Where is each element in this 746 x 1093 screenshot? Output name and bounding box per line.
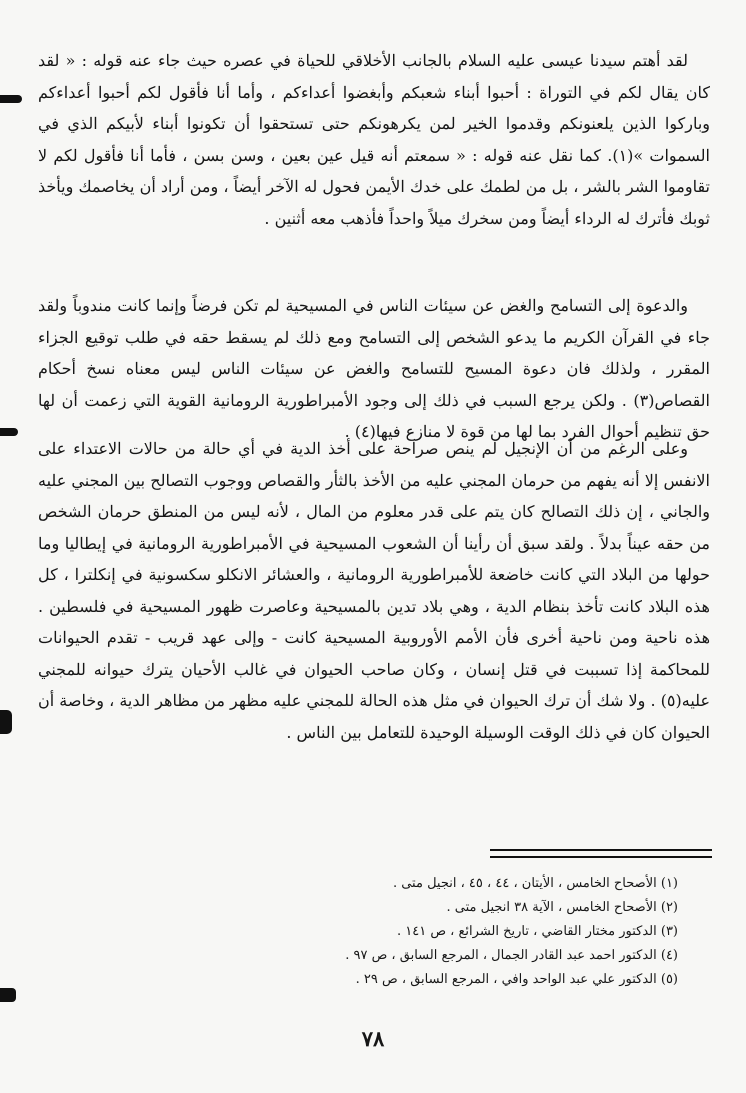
margin-mark bbox=[0, 428, 18, 436]
footnote: (١) الأصحاح الخامس ، الأيتان ، ٤٤ ، ٤٥ ، انجيل متى . bbox=[392, 876, 678, 891]
footnote: (٤) الدكتور احمد عبد القادر الجمال ، المرجع السابق ، ص ٩٧ . bbox=[345, 948, 678, 963]
body-paragraph-block bbox=[38, 433, 710, 748]
body-paragraph: وعلى الرغم من أن الإنجيل لم ينص صراحة على أخذ الدية في أي حالة من حالات الاعتداء على الانفس إلا أنه يفهم من حرمان المجني عليه من الأخذ بالثأر والقصاص ووجوب التصالح بين المجني عليه والجاني ، إن ذلك التصالح كان يتم على قدر معلوم من المال ، لأنه ليس من المنطق حرمان الشخص من حقه عيناً بدلاً . ولقد سبق أن رأينا أن الشعوب المسيحية في الأمبراطورية الرومانية في إيطاليا وما حولها من البلاد التي كانت خاضعة للأمبراطورية الرومانية ، والعشائر الانكلو سكسونية في إنكلترا ، كل هذه البلاد كانت تأخذ بنظام الدية ، وهي بلاد تدين بالمسيحية وعاصرت ظهور المسيحية في فلسطين . هذه ناحية ومن ناحية أخرى فأن الأمم الأوروبية المسيحية كانت - وإلى عهد قريب - تقدم الحيوانات للمحاكمة إذا تسببت في قتل إنسان ، وكان صاحب الحيوان في غالب الأحيان يترك حيوانه للمجني عليه(٥) . ولا شك أن ترك الحيوان في مثل هذه الحالة للمجني عليه مظهر من مظاهر الدية ، وخاصة أن الحيوان كان في ذلك الوقت الوسيلة الوحيدة للتعامل بين الناس . bbox=[38, 439, 710, 742]
footnote: (٥) الدكتور علي عبد الواحد وافي ، المرجع السابق ، ص ٢٩ . bbox=[355, 972, 678, 987]
body-paragraph-block bbox=[38, 290, 710, 448]
footnote-divider bbox=[490, 856, 712, 858]
footnote: (٢) الأصحاح الخامس ، الآية ٣٨ انجيل متى . bbox=[446, 900, 678, 915]
footnote-divider bbox=[490, 849, 712, 851]
body-paragraph: لقد أهتم سيدنا عيسى عليه السلام بالجانب الأخلاقي للحياة في عصره حيث جاء عنه قوله : « لقد كان يقال لكم في التوراة : أحبوا أبناء شعبكم وأبغضوا أعداءكم ، وأما أنا فأقول لكم أحبوا أعداءكم وباركوا الذين يلعنونكم وقدموا الخير لمن يكرهونكم حتى تستحقوا أن تكونوا أبناء لأبيكم الذي في السموات »(١). كما نقل عنه قوله : « سمعتم أنه قيل عين بعين ، وسن بسن ، فأما أنا فأقول لكم لا تقاوموا الشر بالشر ، بل من لطمك على خدك الأيمن فحول له الآخر أيضاً ، ومن أراد أن يخاصمك ويأخذ ثوبك فأترك له الرداء أيضاً ومن سخرك ميلاً واحداً فأذهب معه أثنين . bbox=[38, 51, 710, 228]
footnotes bbox=[200, 872, 678, 992]
margin-mark bbox=[0, 988, 16, 1002]
footnote: (٣) الدكتور مختار القاضي ، تاريخ الشرائع ، ص ١٤١ . bbox=[396, 924, 678, 939]
margin-mark bbox=[0, 710, 12, 734]
page-number: ٧٨ bbox=[361, 1026, 385, 1051]
body-paragraph-block bbox=[38, 45, 710, 234]
margin-mark bbox=[0, 95, 22, 103]
body-paragraph: والدعوة إلى التسامح والغض عن سيئات الناس في المسيحية لم تكن فرضاً وإنما كانت مندوباً ولقد جاء في القرآن الكريم ما يدعو الشخص إلى التسامح ومع ذلك لم يسقط حقه في طلب توقيع الجزاء المقرر ، ولذلك فان دعوة المسيح للتسامح والغض عن سيئات الناس ليس معناه نسخ أحكام القصاص(٣) . ولكن يرجع السبب في ذلك إلى وجود الأمبراطورية الرومانية القوية التي زعمت أن لها حق تنظيم أحوال الفرد بما لها من قوة لا منازع فيها(٤) . bbox=[38, 296, 711, 441]
